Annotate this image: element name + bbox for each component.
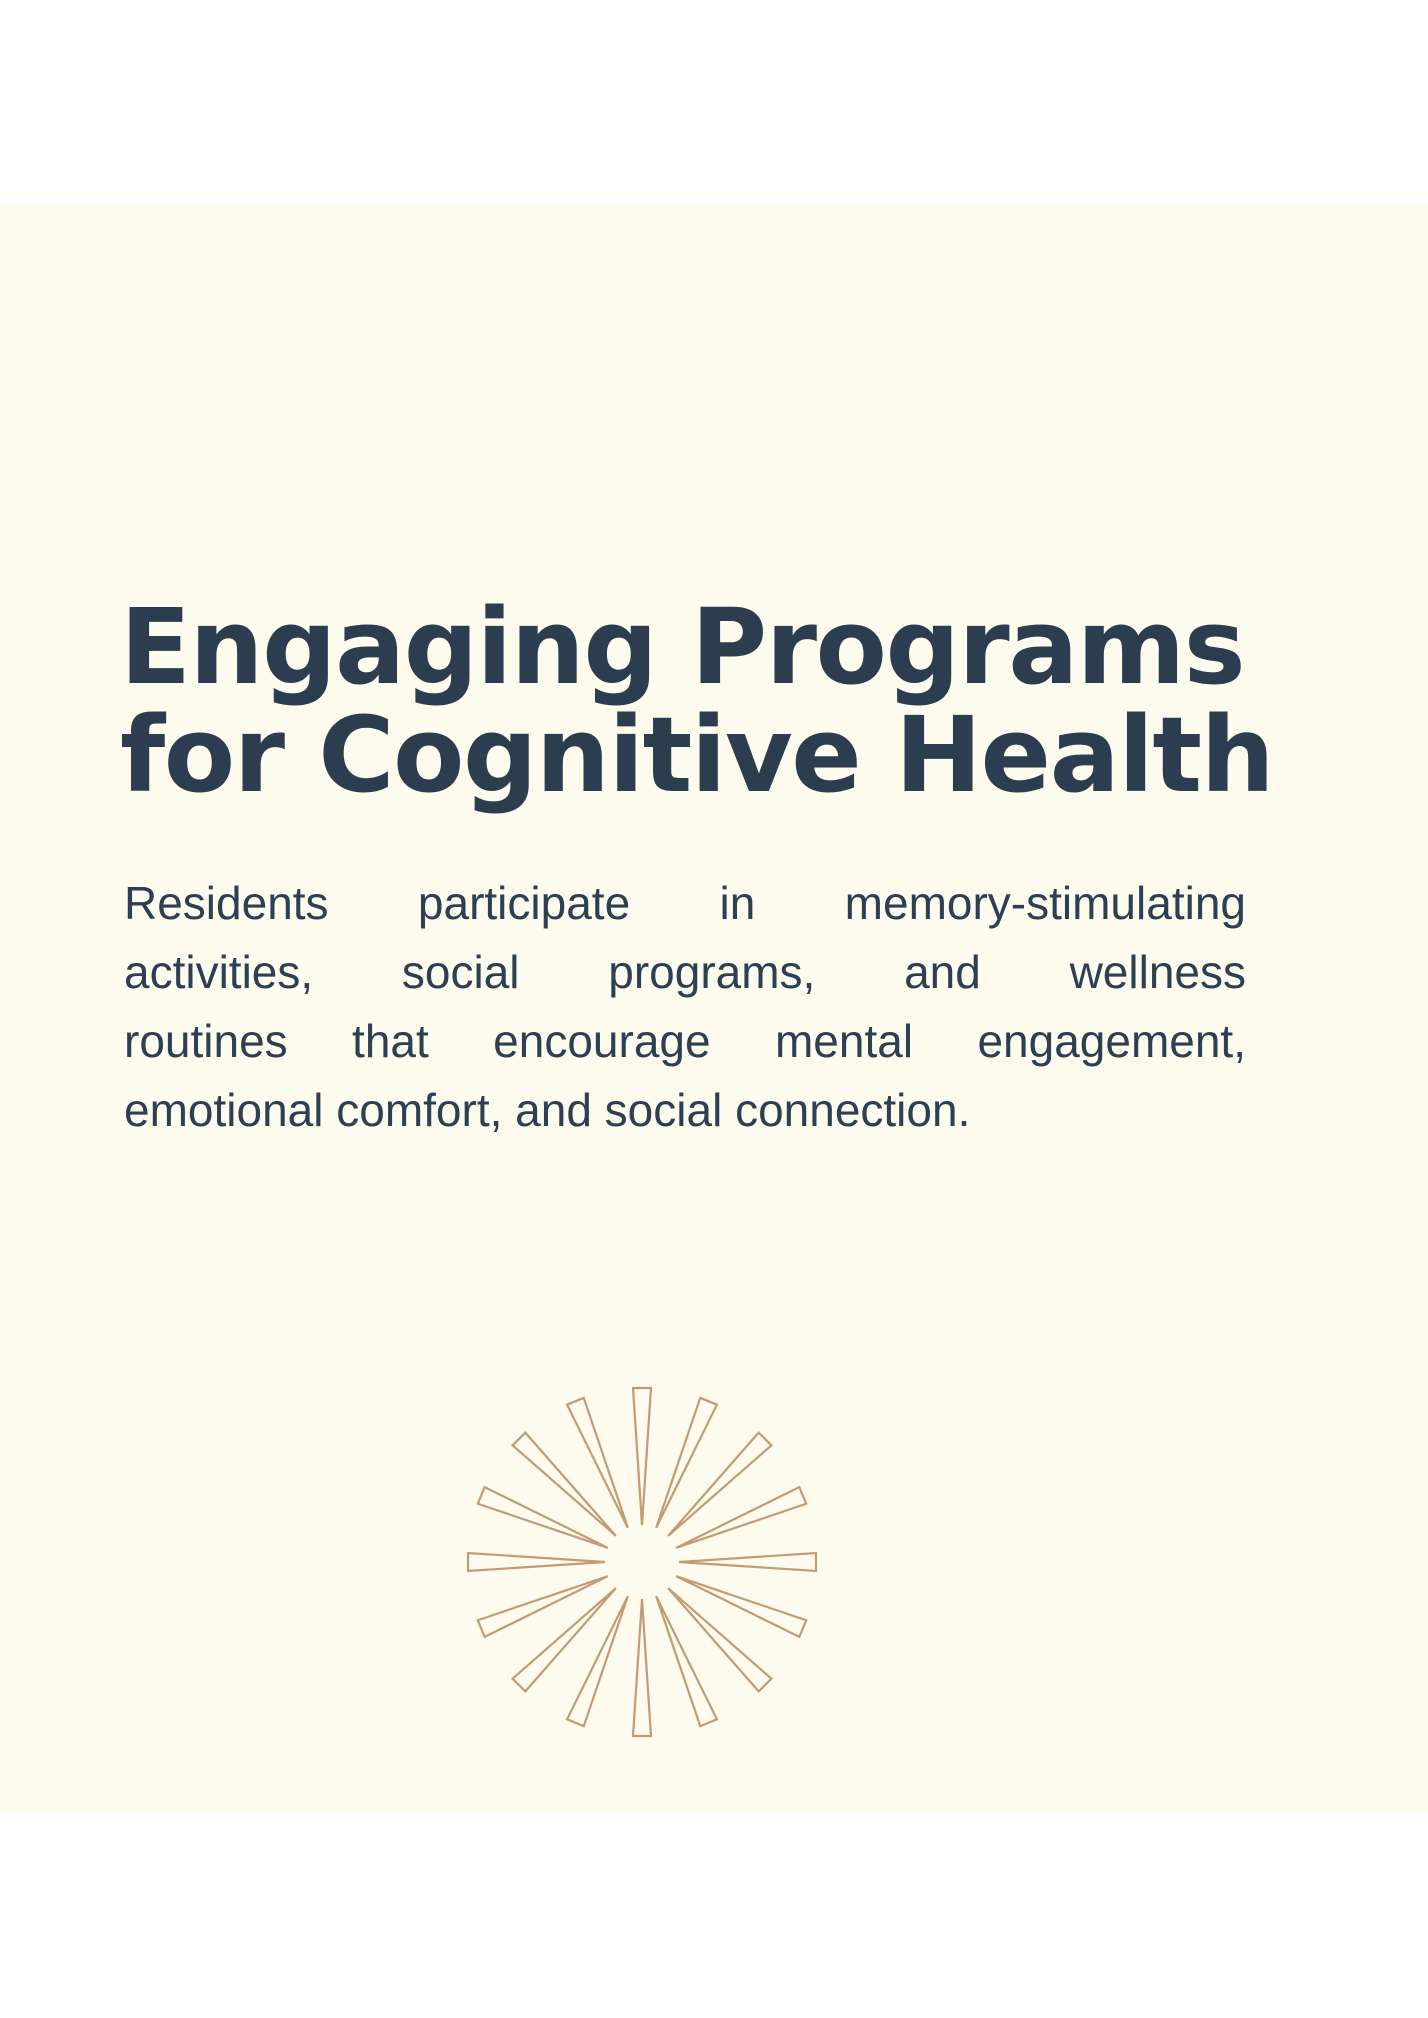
content-panel xyxy=(0,205,1428,1813)
starburst-ray xyxy=(468,1553,605,1571)
page-title-line-2: for Cognitive Health xyxy=(120,693,1274,816)
starburst-ray xyxy=(478,1487,608,1548)
starburst-ray xyxy=(656,1398,717,1528)
starburst-ray xyxy=(567,1596,628,1726)
description-line: emotional comfort, and social connection. xyxy=(124,1084,971,1136)
description-line: activities, social programs, and wellness xyxy=(124,946,1246,998)
starburst-ray xyxy=(676,1576,806,1637)
description-line: Residents participate in memory-stimulating xyxy=(124,877,1246,929)
starburst-ray xyxy=(633,1599,651,1736)
page-title xyxy=(120,585,1340,816)
starburst-ray xyxy=(567,1398,628,1528)
description-line: routines that encourage mental engagement, xyxy=(124,1015,1246,1067)
starburst-ray xyxy=(633,1388,651,1525)
starburst-ray xyxy=(679,1553,816,1571)
starburst-ray xyxy=(478,1576,608,1637)
starburst-icon-wrap xyxy=(462,1382,822,1742)
description-paragraph xyxy=(124,869,1246,1145)
page-title-line-1: Engaging Programs xyxy=(120,585,1245,708)
starburst-ray xyxy=(676,1487,806,1548)
starburst-icon xyxy=(462,1382,822,1742)
starburst-ray xyxy=(656,1596,717,1726)
